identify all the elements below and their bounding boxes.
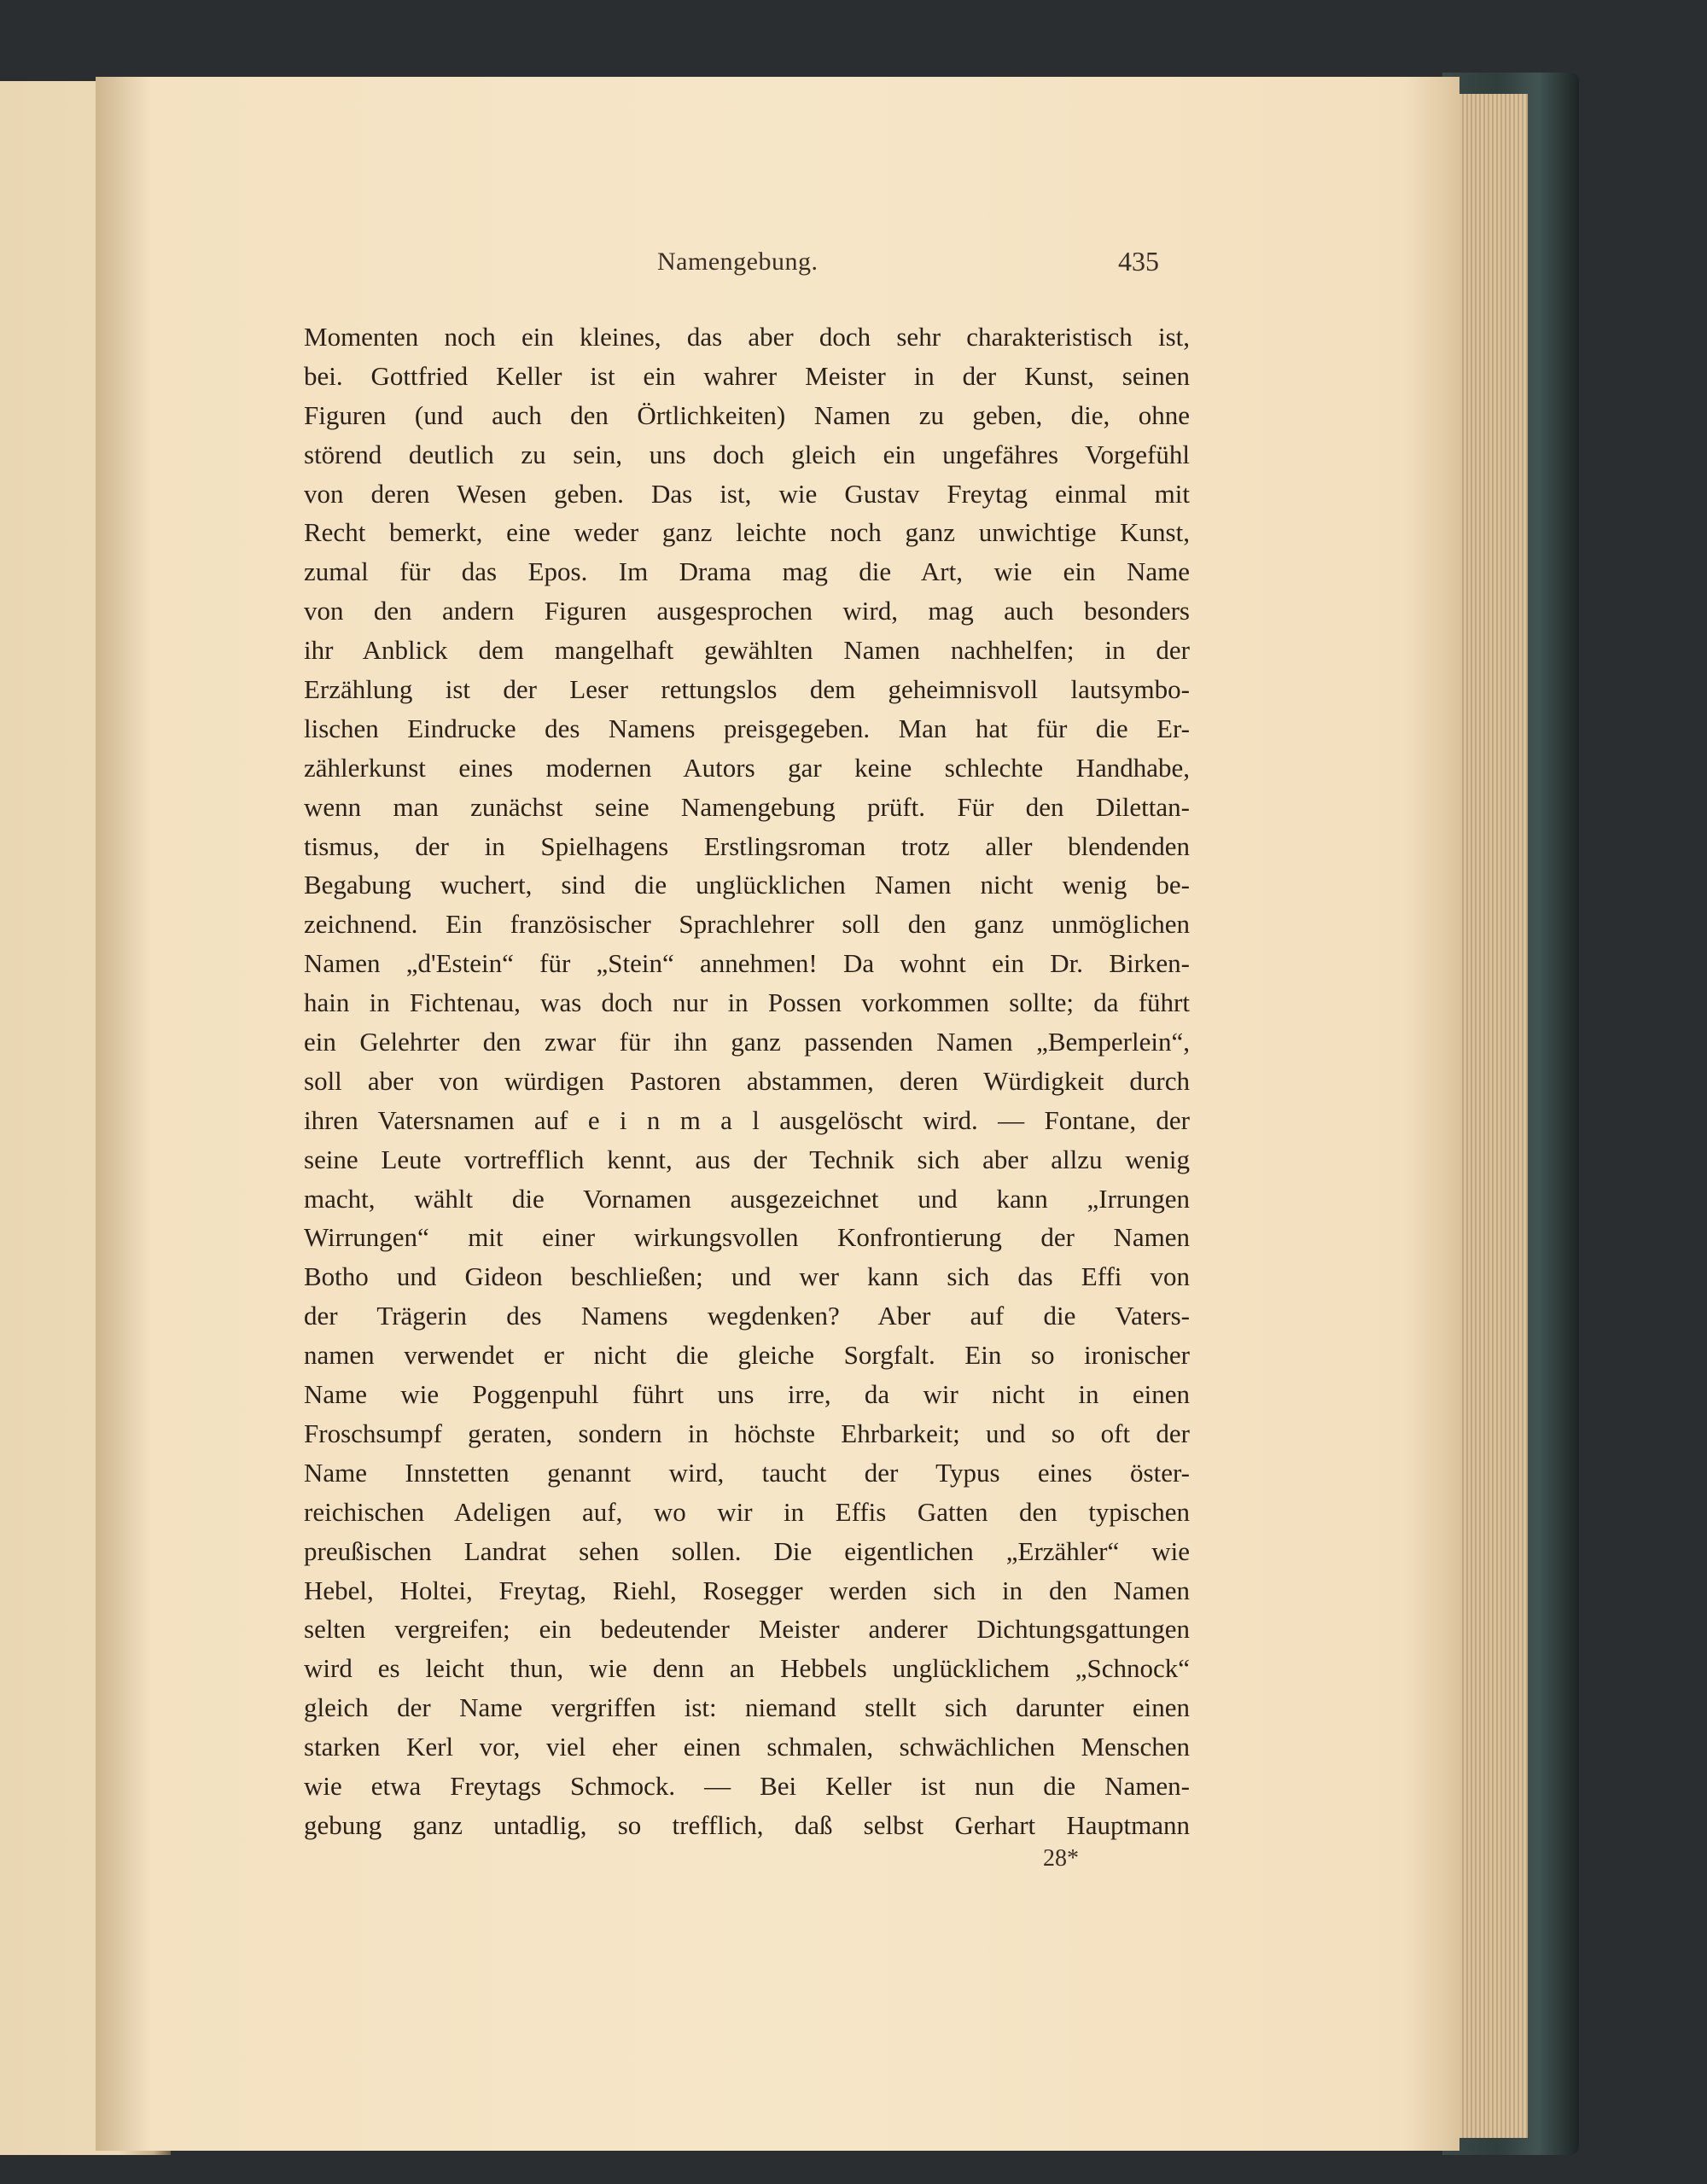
text-line: zumal für das Epos. Im Drama mag die Art, wie ein Name bbox=[304, 556, 1190, 587]
text-line: gebung ganz untadlig, so trefflich, daß selbst Gerhart Hauptmann bbox=[304, 1809, 1190, 1840]
text-line: Namen „d'Estein“ für „Stein“ annehmen! Da wohnt ein Dr. Birken- bbox=[304, 948, 1190, 979]
text-line: Wirrungen“ mit einer wirkungsvollen Konfrontierung der Namen bbox=[304, 1222, 1190, 1253]
text-line: starken Kerl vor, viel eher einen schmalen, schwächlichen Menschen bbox=[304, 1732, 1190, 1762]
text-line: hain in Fichtenau, was doch nur in Possen vorkommen sollte; da führt bbox=[304, 987, 1190, 1018]
text-line: Erzählung ist der Leser rettungslos dem geheimnisvoll lautsymbo- bbox=[304, 674, 1190, 705]
text-line: ihren Vatersnamen auf e i n m a l ausgelöscht wird. — Fontane, der bbox=[304, 1104, 1190, 1135]
text-line: Begabung wuchert, sind die unglücklichen Namen nicht wenig be- bbox=[304, 870, 1190, 900]
text-line: reichischen Adeligen auf, wo wir in Effis Gatten den typischen bbox=[304, 1496, 1190, 1527]
text-line: Momenten noch ein kleines, das aber doch sehr charakteristisch ist, bbox=[304, 322, 1190, 352]
text-line: wird es leicht thun, wie denn an Hebbels unglücklichem „Schnock“ bbox=[304, 1653, 1190, 1684]
text-line: Figuren (und auch den Örtlichkeiten) Namen zu geben, die, ohne bbox=[304, 399, 1190, 430]
text-line: Recht bemerkt, eine weder ganz leichte noch ganz unwichtige Kunst, bbox=[304, 517, 1190, 548]
text-line: preußischen Landrat sehen sollen. Die eigentlichen „Erzähler“ wie bbox=[304, 1535, 1190, 1566]
text-line: Botho und Gideon beschließen; und wer kann sich das Effi von bbox=[304, 1261, 1190, 1292]
text-line: seine Leute vortrefflich kennt, aus der Technik sich aber allzu wenig bbox=[304, 1144, 1190, 1174]
text-line: tismus, der in Spielhagens Erstlingsroman trotz aller blendenden bbox=[304, 830, 1190, 861]
text-line: selten vergreifen; ein bedeutender Meister anderer Dichtungsgattungen bbox=[304, 1614, 1190, 1645]
text-line: Name wie Poggenpuhl führt uns irre, da wir nicht in einen bbox=[304, 1379, 1190, 1410]
text-line: störend deutlich zu sein, uns doch gleich ein ungefähres Vorgefühl bbox=[304, 439, 1190, 469]
text-line: wenn man zunächst seine Namengebung prüft. Für den Dilettan- bbox=[304, 791, 1190, 822]
text-line: Froschsumpf geraten, sondern in höchste Ehrbarkeit; und so oft der bbox=[304, 1418, 1190, 1448]
text-line: wie etwa Freytags Schmock. — Bei Keller ist nun die Namen- bbox=[304, 1770, 1190, 1801]
text-line: ihr Anblick dem mangelhaft gewählten Namen nachhelfen; in der bbox=[304, 635, 1190, 666]
text-line: ein Gelehrter den zwar für ihn ganz passenden Namen „Bemperlein“, bbox=[304, 1027, 1190, 1057]
body-text bbox=[304, 317, 1190, 1845]
running-header: Namengebung. bbox=[657, 248, 819, 276]
text-line: der Trägerin des Namens wegdenken? Aber auf die Vaters- bbox=[304, 1301, 1190, 1331]
text-line: macht, wählt die Vornamen ausgezeichnet und kann „Irrungen bbox=[304, 1183, 1190, 1214]
text-line: zählerkunst eines modernen Autors gar keine schlechte Handhabe, bbox=[304, 752, 1190, 783]
text-line: Hebel, Holtei, Freytag, Riehl, Rosegger werden sich in den Namen bbox=[304, 1575, 1190, 1605]
text-line: gleich der Name vergriffen ist: niemand stellt sich darunter einen bbox=[304, 1692, 1190, 1723]
text-line: bei. Gottfried Keller ist ein wahrer Meister in der Kunst, seinen bbox=[304, 360, 1190, 391]
text-line: zeichnend. Ein französischer Sprachlehrer soll den ganz unmöglichen bbox=[304, 909, 1190, 940]
text-line: Name Innstetten genannt wird, taucht der Typus eines öster- bbox=[304, 1457, 1190, 1488]
page-number: 435 bbox=[1118, 246, 1159, 277]
text-line: von deren Wesen geben. Das ist, wie Gustav Freytag einmal mit bbox=[304, 478, 1190, 509]
page-edges bbox=[1451, 94, 1528, 2138]
text-line: lischen Eindrucke des Namens preisgegeben. Man hat für die Er- bbox=[304, 713, 1190, 743]
text-line: soll aber von würdigen Pastoren abstammen, deren Würdigkeit durch bbox=[304, 1065, 1190, 1096]
signature-mark: 28* bbox=[1043, 1845, 1079, 1872]
text-line: von den andern Figuren ausgesprochen wird, mag auch besonders bbox=[304, 596, 1190, 626]
text-line: namen verwendet er nicht die gleiche Sorgfalt. Ein so ironischer bbox=[304, 1340, 1190, 1371]
